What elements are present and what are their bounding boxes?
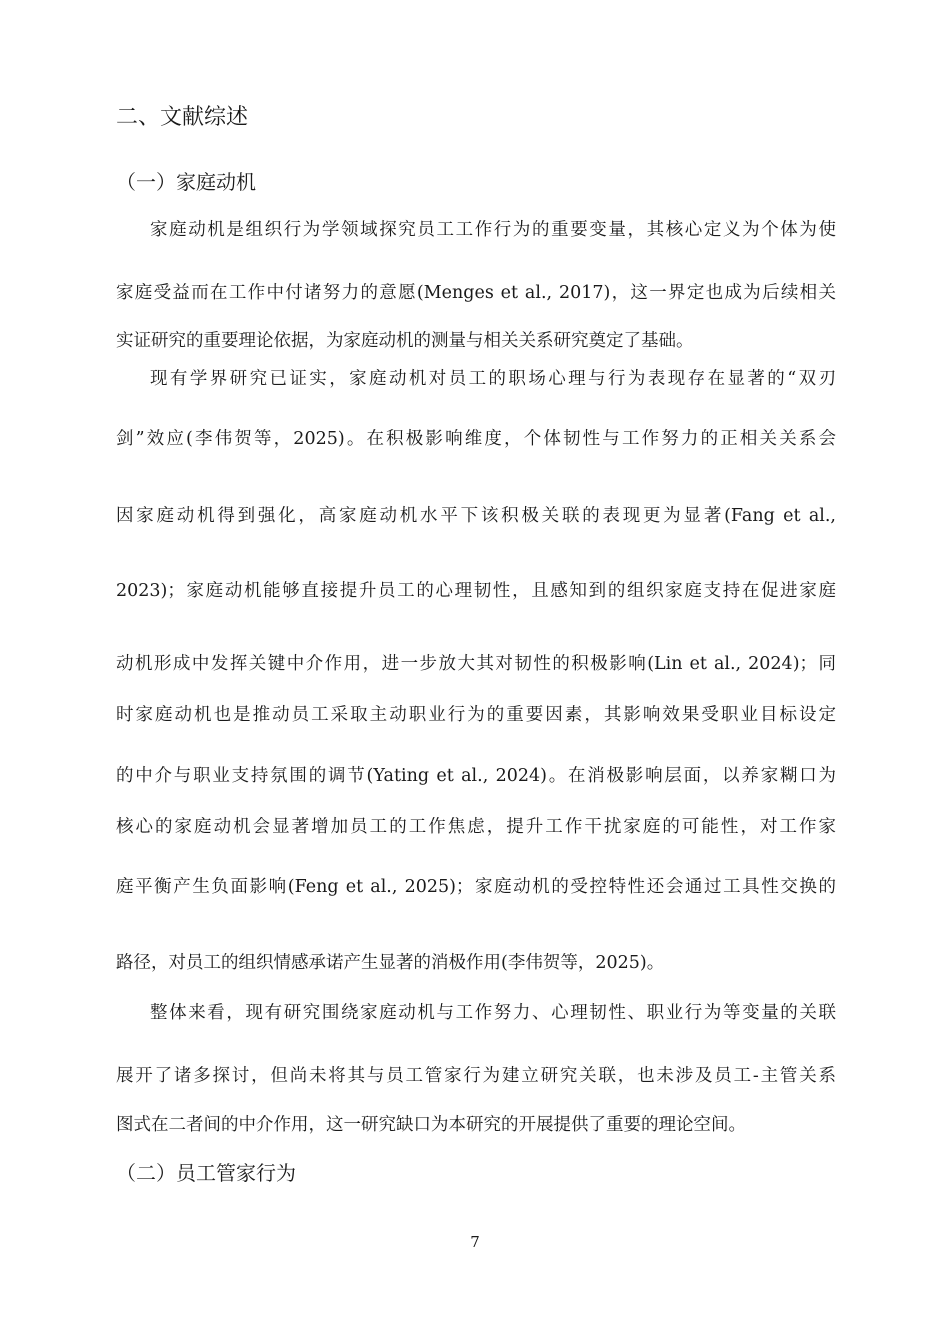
- paragraph-line: 家庭受益而在工作中付诸努力的意愿(Menges et al., 2017)，这一界定也成为后续相关: [116, 283, 836, 303]
- paragraph-line: 整体来看，现有研究围绕家庭动机与工作努力、心理韧性、职业行为等变量的关联: [150, 1003, 836, 1023]
- paragraph-line: 家庭动机是组织行为学领域探究员工工作行为的重要变量，其核心定义为个体为使: [150, 220, 836, 240]
- paragraph-line: 核心的家庭动机会显著增加员工的工作焦虑，提升工作干扰家庭的可能性，对工作家: [116, 817, 836, 837]
- paragraph-line: 展开了诸多探讨，但尚未将其与员工管家行为建立研究关联，也未涉及员工-主管关系: [116, 1066, 836, 1086]
- paragraph-line: 现有学界研究已证实，家庭动机对员工的职场心理与行为表现存在显著的“双刃: [150, 369, 836, 389]
- paragraph-line: 因家庭动机得到强化，高家庭动机水平下该积极关联的表现更为显著(Fang et al.,: [116, 506, 836, 526]
- paragraph-line: 的中介与职业支持氛围的调节(Yating et al., 2024)。在消极影响层面，以养家糊口为: [116, 766, 836, 786]
- paragraph-line: 路径，对员工的组织情感承诺产生显著的消极作用(李伟贺等，2025)。: [116, 953, 665, 973]
- subsection-title-family-motivation: （一）家庭动机: [116, 170, 256, 194]
- paragraph-line: 2023)；家庭动机能够直接提升员工的心理韧性，且感知到的组织家庭支持在促进家庭: [116, 581, 836, 601]
- page-number: 7: [470, 1233, 480, 1251]
- paragraph-line: 庭平衡产生负面影响(Feng et al., 2025)；家庭动机的受控特性还会通过工具性交换的: [116, 877, 836, 897]
- section-title: 二、文献综述: [116, 105, 249, 130]
- subsection-title-employee-stewardship: （二）员工管家行为: [116, 1161, 296, 1185]
- paragraph-line: 图式在二者间的中介作用，这一研究缺口为本研究的开展提供了重要的理论空间。: [116, 1115, 746, 1135]
- paragraph-line: 动机形成中发挥关键中介作用，进一步放大其对韧性的积极影响(Lin et al., 2024)；同: [116, 654, 836, 674]
- paragraph-line: 时家庭动机也是推动员工采取主动职业行为的重要因素，其影响效果受职业目标设定: [116, 705, 836, 725]
- paragraph-line: 实证研究的重要理论依据，为家庭动机的测量与相关关系研究奠定了基础。: [116, 331, 694, 351]
- paragraph-line: 剑”效应(李伟贺等，2025)。在积极影响维度，个体韧性与工作努力的正相关关系会: [116, 429, 836, 449]
